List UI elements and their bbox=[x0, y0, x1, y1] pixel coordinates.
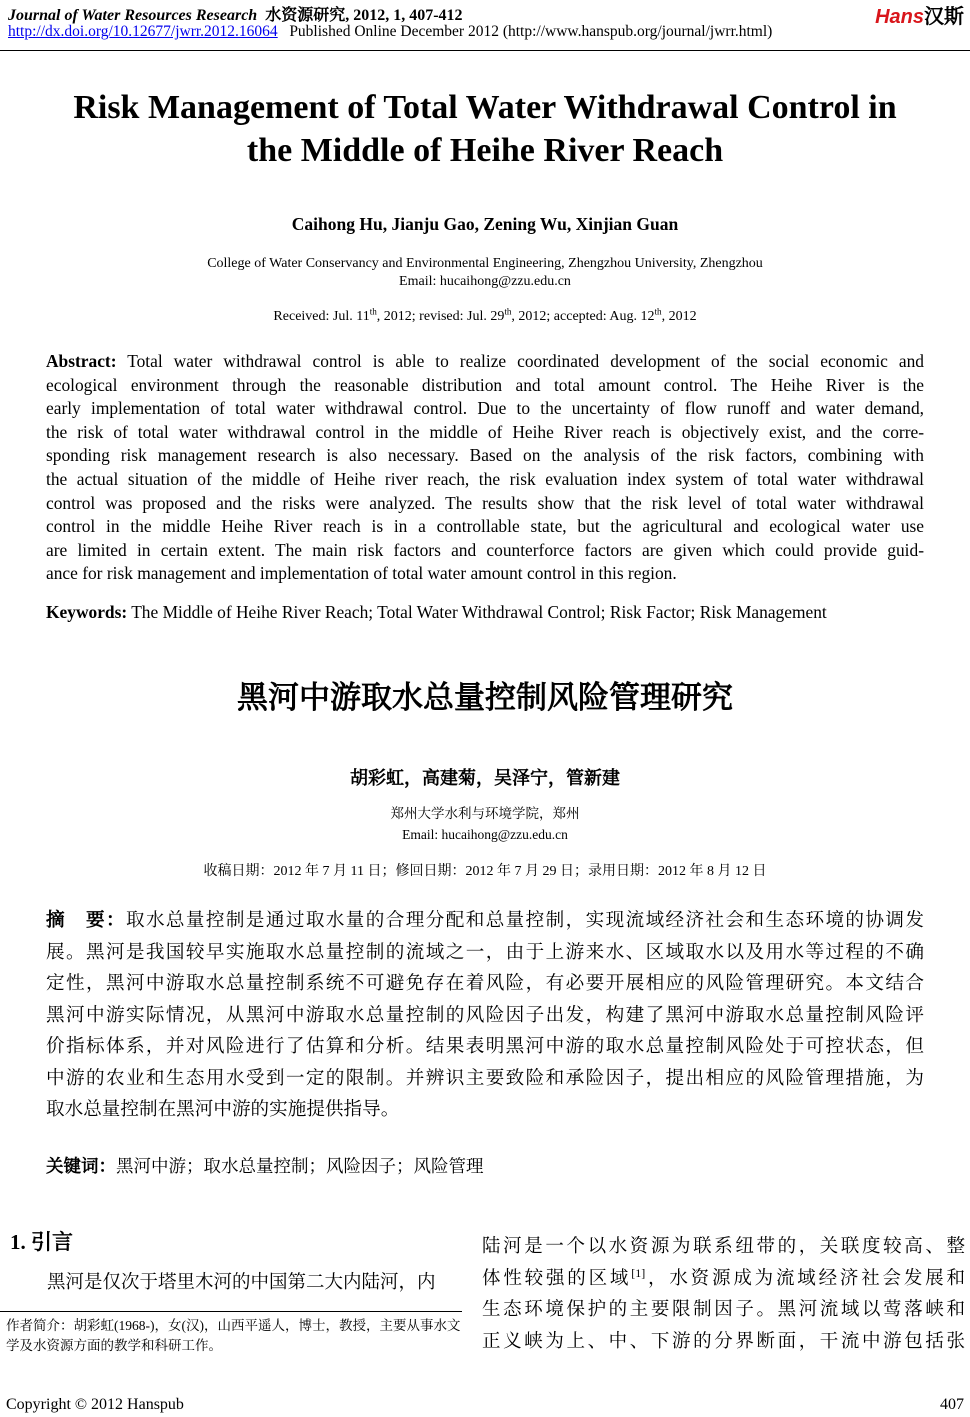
doi-line bbox=[8, 23, 772, 41]
cn-abstract-line: 展。黑河是我国较早实施取水总量控制的流域之一，由于上游来水、区域取水以及用水等过程的不确 bbox=[46, 941, 924, 963]
affiliation-block bbox=[0, 255, 970, 291]
affiliation: College of Water Conservancy and Environmental Engineering, Zhengzhou University, Zhengzhou bbox=[207, 256, 763, 271]
text-line: 陆河是一个以水资源为联系纽带的，关联度较高、整 bbox=[482, 1237, 965, 1257]
cn-abstract-line: 黑河中游实际情况，从黑河中游取水总量控制的风险因子出发，构建了黑河中游取水总量控制风险评 bbox=[46, 1004, 924, 1026]
authors: Caihong Hu, Jianju Gao, Zening Wu, Xinjian Guan bbox=[291, 214, 679, 234]
email: Email: hucaihong@zzu.edu.cn bbox=[399, 274, 571, 289]
cn-abstract-line: 定性，黑河中游取水总量控制系统不可避免存在着风险，有必要开展相应的风险管理研究。本文结合 bbox=[46, 973, 924, 994]
text-line: 正义峡为上、中、下游的分界断面，干流中游包括张 bbox=[482, 1331, 965, 1352]
abstract-line: the actual situation of the middle of Heihe river reach, the risk evaluation index system of total water withdrawal bbox=[46, 468, 924, 489]
cn-keywords bbox=[46, 1153, 924, 1178]
abstract bbox=[46, 350, 924, 586]
copyright: Copyright © 2012 Hanspub bbox=[6, 1396, 184, 1413]
logo-en: Hans bbox=[875, 6, 924, 28]
cn-affiliation: 郑州大学水利与环境学院，郑州 bbox=[390, 806, 580, 821]
cn-abstract-line: 摘 要：取水总量控制是通过取水量的合理分配和总量控制，实现流域经济社会和生态环境的协调发 bbox=[46, 910, 924, 931]
cn-authors: 胡彩虹，高建菊，吴泽宁，管新建 bbox=[350, 768, 620, 789]
header-rule bbox=[0, 50, 970, 51]
right-column-text bbox=[482, 1232, 965, 1358]
journal-header bbox=[8, 2, 463, 25]
cn-keywords-label: 关键词： bbox=[46, 1157, 116, 1177]
text-line: 体性较强的区域[1]，水资源成为流域经济社会发展和 bbox=[482, 1265, 965, 1289]
abstract-line: control was proposed and the risks were analyzed. The results show that the risk level of total water withdrawal bbox=[46, 492, 924, 513]
footnote-rule bbox=[0, 1311, 462, 1312]
cn-abstract-line: 取水总量控制在黑河中游的实施提供指导。 bbox=[46, 1099, 400, 1120]
hans-logo bbox=[875, 0, 964, 29]
cn-title: 黑河中游取水总量控制风险管理研究 bbox=[237, 680, 733, 716]
cn-email: Email: hucaihong@zzu.edu.cn bbox=[402, 827, 568, 842]
doi-link[interactable]: http://dx.doi.org/10.12677/jwrr.2012.16064 bbox=[8, 23, 278, 40]
abstract-line: are limited in certain extent. The main risk factors and counterforce factors are given which could provide guid- bbox=[46, 539, 924, 560]
title-line: Risk Management of Total Water Withdrawal Control in bbox=[73, 89, 897, 126]
abstract-line: Abstract: Total water withdrawal control is able to realize coordinated development of the social economic and bbox=[46, 351, 924, 371]
cn-dates: 收稿日期：2012 年 7 月 11 日；修回日期：2012 年 7 月 29 日；录用日期：2012 年 8 月 12 日 bbox=[203, 864, 767, 879]
cn-affiliation-block bbox=[0, 803, 970, 845]
cn-abstract-line: 价指标体系，并对风险进行了估算和分析。结果表明黑河中游的取水总量控制风险处于可控状态，但 bbox=[46, 1036, 924, 1057]
abstract-line: the risk of total water withdrawal control in the middle of Heihe River reach is objectively exist, and the corre- bbox=[46, 421, 924, 442]
citation[interactable]: [1] bbox=[631, 1265, 646, 1280]
cn-keywords-text: 黑河中游；取水总量控制；风险因子；风险管理 bbox=[116, 1156, 484, 1176]
keywords-text: The Middle of Heihe River Reach; Total Water Withdrawal Control; Risk Factor; Risk Management bbox=[127, 602, 827, 622]
abstract-line: early implementation of total water withdrawal control. Due to the uncertainty of flow runoff and water demand, bbox=[46, 398, 924, 419]
cn-abstract bbox=[46, 905, 924, 1126]
journal-name: Journal of Water Resources Research bbox=[8, 7, 258, 24]
section-heading: 1. 引言 bbox=[10, 1230, 73, 1254]
page-number: 407 bbox=[940, 1396, 964, 1413]
keywords-label: Keywords: bbox=[46, 602, 128, 622]
cn-abstract-line: 中游的农业和生态用水受到一定的限制。并辨识主要致险和承险因子，提出相应的风险管理措施，为 bbox=[46, 1067, 924, 1089]
abstract-line: control in the middle Heihe River reach is in a controllable state, but the agricultural and ecological water use bbox=[46, 516, 924, 537]
journal-issue: 水资源研究, 2012, 1, 407-412 bbox=[265, 7, 463, 24]
logo-cn: 汉斯 bbox=[924, 6, 964, 28]
cn-abstract-label: 摘 要： bbox=[46, 910, 126, 931]
published-info: Published Online December 2012 (http://www.hanspub.org/journal/jwrr.html) bbox=[289, 23, 773, 40]
left-column-text: 黑河是仅次于塔里木河的中国第二大内陆河，内 bbox=[47, 1273, 436, 1293]
paper-title bbox=[0, 86, 970, 172]
text-line: 生态环境保护的主要限制因子。黑河流域以莺落峡和 bbox=[482, 1300, 965, 1320]
author-footnote: 作者简介：胡彩虹(1968-)，女(汉)，山西平遥人，博士，教授，主要从事水文学及水资源方面的教学和科研工作。 bbox=[6, 1318, 461, 1353]
abstract-line: ecological environment through the reasonable distribution and total amount control. The Heihe River is the bbox=[46, 374, 924, 395]
abstract-line: sponding risk management research is also necessary. Based on the analysis of the risk factors, combining with bbox=[46, 445, 924, 466]
abstract-label: Abstract: bbox=[46, 351, 117, 371]
received-dates: Received: Jul. 11th, 2012; revised: Jul. 29th, 2012; accepted: Aug. 12th, 2012 bbox=[273, 306, 697, 324]
abstract-line: ance for risk management and implementation of total water amount control in this region. bbox=[46, 563, 677, 584]
keywords bbox=[46, 602, 924, 623]
title-line: the Middle of Heihe River Reach bbox=[246, 132, 724, 169]
